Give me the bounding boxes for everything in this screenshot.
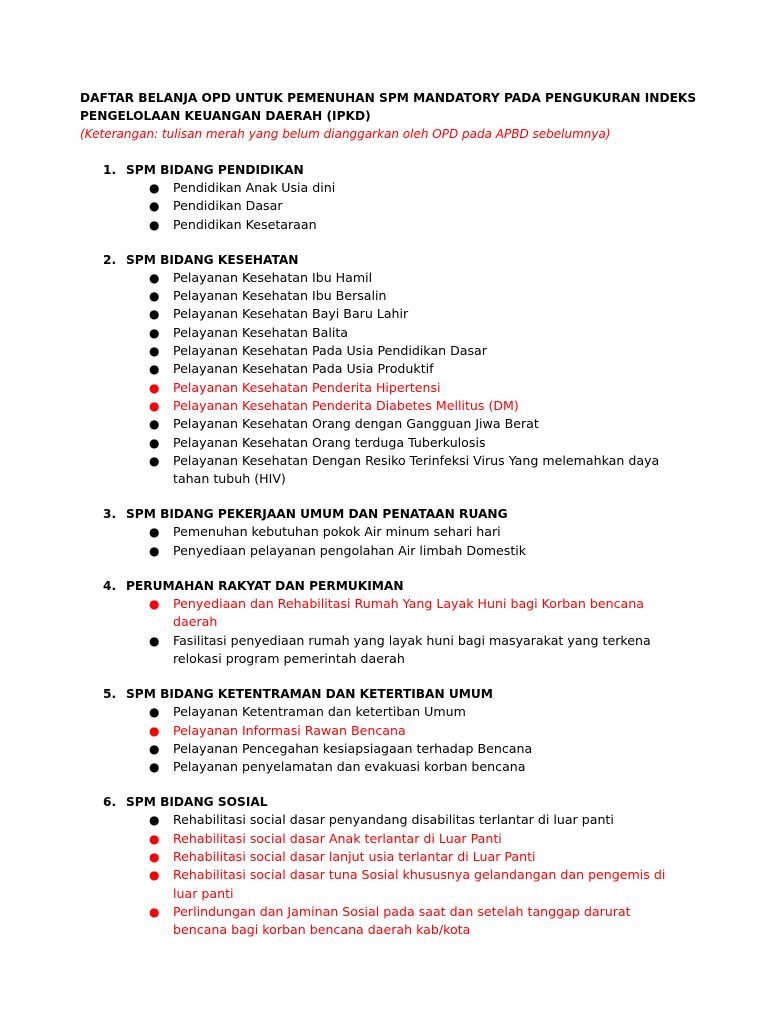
list-item	[80, 830, 708, 848]
section-heading	[80, 685, 708, 703]
section-number: 3.	[103, 507, 117, 522]
list-item	[80, 595, 708, 632]
bullet-list	[80, 811, 708, 939]
bullet-list	[80, 269, 708, 489]
list-item-text: Pelayanan Kesehatan Balita	[173, 324, 349, 340]
list-item-text: Pemenuhan kebutuhan pokok Air minum sehari hari	[173, 524, 501, 540]
list-item-text: Pelayanan Kesehatan Ibu Hamil	[173, 269, 373, 285]
bullet-icon: ●	[149, 760, 160, 775]
list-item-text: Rehabilitasi social dasar penyandang disabilitas terlantar di luar panti	[173, 812, 614, 828]
bullet-icon: ●	[149, 217, 160, 232]
bullet-icon: ●	[149, 543, 160, 558]
list-item	[80, 179, 708, 197]
list-item-text: Pelayanan Ketentraman dan ketertiban Umum	[173, 704, 466, 720]
section-1	[80, 161, 708, 234]
list-item	[80, 379, 708, 397]
document-note: (Keterangan: tulisan merah yang belum dianggarkan oleh OPD pada APBD sebelumnya)	[80, 127, 611, 141]
list-item	[80, 758, 708, 776]
bullet-icon: ●	[149, 850, 160, 865]
bullet-icon: ●	[149, 344, 160, 359]
list-item-text: Pendidikan Kesetaraan	[173, 216, 317, 232]
bullet-icon: ●	[149, 705, 160, 720]
list-item	[80, 197, 708, 215]
bullet-icon: ●	[149, 831, 160, 846]
bullet-icon: ●	[149, 633, 160, 648]
section-number: 5.	[103, 687, 117, 702]
list-item	[80, 287, 708, 305]
list-item	[80, 740, 708, 758]
section-5	[80, 685, 708, 776]
section-heading	[80, 161, 708, 179]
list-item	[80, 722, 708, 740]
bullet-icon: ●	[149, 435, 160, 450]
list-item-text: Pendidikan Anak Usia dini	[173, 180, 336, 195]
list-item-text: Fasilitasi penyediaan rumah yang layak huni bagi masyarakat yang terkena relokasi program pemerintah daerah	[173, 632, 651, 666]
list-item	[80, 305, 708, 323]
list-item	[80, 542, 708, 560]
section-number: 4.	[103, 579, 117, 594]
list-item-text: Pelayanan Kesehatan Dengan Resiko Terinfeksi Virus Yang melemahkan daya tahan tubuh (HIV)	[173, 452, 660, 487]
list-item	[80, 632, 708, 669]
section-heading	[80, 793, 708, 811]
list-item-text: Penyediaan dan Rehabilitasi Rumah Yang Layak Huni bagi Korban bencana daerah	[173, 596, 644, 630]
section-number: 6.	[103, 795, 117, 810]
list-item-text: Rehabilitasi social dasar lanjut usia terlantar di Luar Panti	[173, 849, 536, 865]
list-item	[80, 269, 708, 287]
list-item-text: Pelayanan Kesehatan Ibu Bersalin	[173, 288, 387, 304]
list-item	[80, 360, 708, 378]
sections-list	[80, 161, 708, 940]
list-item-text: Rehabilitasi social dasar tuna Sosial khususnya gelandangan dan pengemis di luar panti	[173, 867, 666, 901]
bullet-list	[80, 523, 708, 560]
section-heading	[80, 251, 708, 269]
list-item-text: Penyediaan pelayanan pengolahan Air limbah Domestik	[173, 542, 527, 558]
bullet-icon: ●	[149, 904, 160, 919]
list-item	[80, 216, 708, 234]
section-6	[80, 793, 708, 939]
list-item-text: Perlindungan dan Jaminan Sosial pada saat dan setelah tanggap darurat bencana bagi korban bencana daerah kab/kota	[173, 903, 631, 938]
list-item-text: Pelayanan Kesehatan Penderita Diabetes Mellitus (DM)	[173, 397, 519, 413]
bullet-icon: ●	[149, 181, 160, 195]
bullet-icon: ●	[149, 398, 160, 413]
bullet-icon: ●	[149, 741, 160, 756]
list-item	[80, 397, 708, 415]
section-heading	[80, 577, 708, 595]
list-item	[80, 703, 708, 721]
bullet-icon: ●	[149, 453, 160, 468]
list-item-text: Pendidikan Dasar	[173, 198, 283, 214]
section-4	[80, 577, 708, 668]
list-item-text: Pelayanan Kesehatan Pada Usia Pendidikan Dasar	[173, 343, 487, 359]
list-item-text: Pelayanan Informasi Rawan Bencana	[173, 722, 406, 738]
section-3	[80, 505, 708, 560]
bullet-icon: ●	[149, 525, 160, 540]
document-title-line-1: DAFTAR BELANJA OPD UNTUK PEMENUHAN SPM MANDATORY PADA PENGUKURAN INDEKS	[80, 91, 697, 105]
list-item-text: Pelayanan Kesehatan Orang dengan Gangguan Jiwa Berat	[173, 416, 539, 432]
section-number: 1.	[103, 163, 117, 177]
bullet-icon: ●	[149, 362, 160, 377]
section-heading-text: SPM BIDANG KETENTRAMAN DAN KETERTIBAN UMUM	[126, 687, 493, 702]
list-item	[80, 452, 708, 489]
bullet-list	[80, 703, 708, 776]
bullet-icon: ●	[149, 199, 160, 214]
bullet-list	[80, 179, 708, 234]
bullet-icon: ●	[149, 380, 160, 395]
bullet-icon: ●	[149, 307, 160, 322]
list-item	[80, 523, 708, 541]
list-item	[80, 324, 708, 342]
list-item-text: Pelayanan penyelamatan dan evakuasi korban bencana	[173, 759, 526, 775]
bullet-icon: ●	[149, 813, 160, 828]
section-heading-text: SPM BIDANG SOSIAL	[126, 795, 268, 810]
section-heading-text: SPM BIDANG PENDIDIKAN	[126, 163, 304, 177]
list-item-text: Pelayanan Kesehatan Bayi Baru Lahir	[173, 306, 409, 322]
list-item	[80, 434, 708, 452]
section-heading-text: SPM BIDANG KESEHATAN	[126, 252, 299, 267]
bullet-icon: ●	[149, 270, 160, 285]
list-item	[80, 342, 708, 360]
bullet-icon: ●	[149, 417, 160, 432]
bullet-icon: ●	[149, 723, 160, 738]
bullet-icon: ●	[149, 868, 160, 883]
list-item-text: Rehabilitasi social dasar Anak terlantar di Luar Panti	[173, 830, 502, 846]
list-item	[80, 848, 708, 866]
bullet-icon: ●	[149, 289, 160, 304]
section-heading	[80, 505, 708, 523]
list-item-text: Pelayanan Kesehatan Pada Usia Produktif	[173, 361, 434, 377]
list-item-text: Pelayanan Pencegahan kesiapsiagaan terhadap Bencana	[173, 740, 533, 756]
list-item-text: Pelayanan Kesehatan Penderita Hipertensi	[173, 379, 441, 395]
list-item	[80, 415, 708, 433]
list-item	[80, 811, 708, 829]
section-heading-text: SPM BIDANG PEKERJAAN UMUM DAN PENATAAN RUANG	[126, 507, 508, 522]
bullet-icon: ●	[149, 597, 160, 612]
bullet-list	[80, 595, 708, 668]
section-heading-text: PERUMAHAN RAKYAT DAN PERMUKIMAN	[126, 579, 404, 594]
list-item	[80, 866, 708, 903]
document-title-line-2: PENGELOLAAN KEUANGAN DAERAH (IPKD)	[80, 109, 371, 123]
list-item-text: Pelayanan Kesehatan Orang terduga Tuberkulosis	[173, 434, 486, 450]
bullet-icon: ●	[149, 325, 160, 340]
section-2	[80, 251, 708, 489]
list-item	[80, 903, 708, 940]
section-number: 2.	[103, 252, 117, 267]
